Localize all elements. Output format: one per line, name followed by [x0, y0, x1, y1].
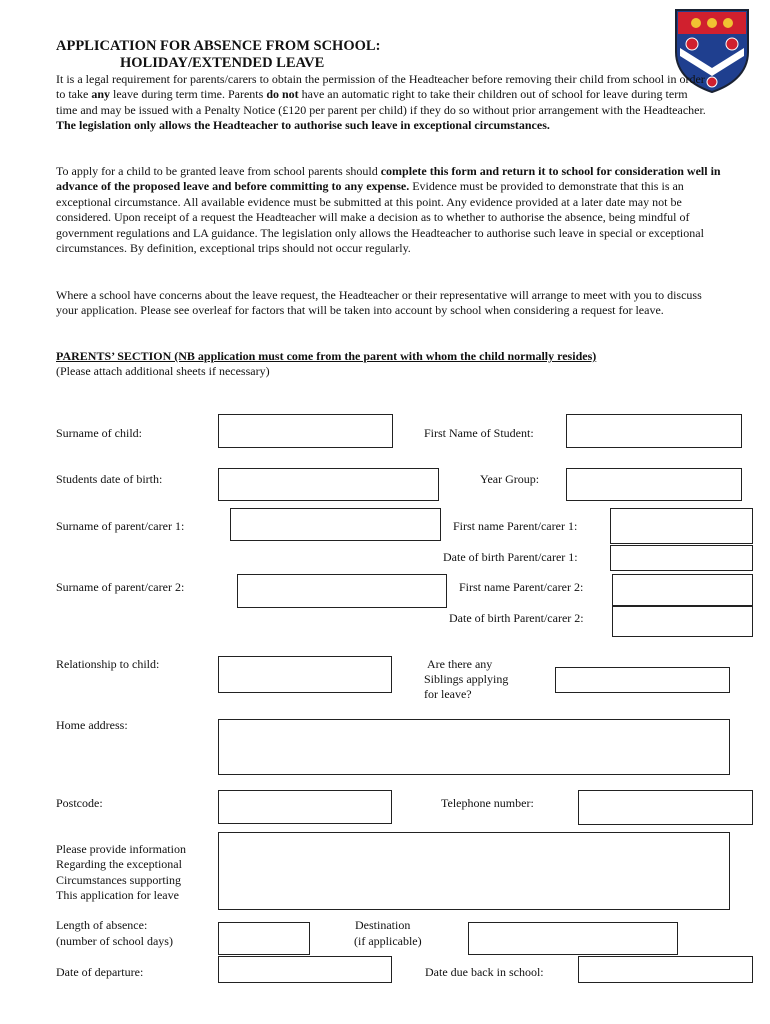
relationship-label: Relationship to child: — [56, 657, 160, 671]
intro-p1-text-e: have an automatic right to take their children out of school for leave during term time and may be issued with a Penalty Notice (£120 per parent per child) if they do so without prior arrangement with the Headteacher. — [56, 87, 706, 117]
section-note: (Please attach additional sheets if necessary) — [56, 364, 270, 378]
siblings-label-line3: for leave? — [424, 687, 472, 701]
form-title-line1: APPLICATION FOR ABSENCE FROM SCHOOL: — [56, 38, 381, 54]
surname-parent2-label: Surname of parent/carer 2: — [56, 580, 185, 594]
first-name-parent1-label: First name Parent/carer 1: — [453, 519, 578, 533]
home-address-label: Home address: — [56, 718, 128, 732]
form-title-line2: HOLIDAY/EXTENDED LEAVE — [120, 55, 325, 71]
intro-p1-legislation: The legislation only allows the Headteacher to authorise such leave in exceptional circumstances. — [56, 118, 550, 133]
intro-p2-text-c: Evidence must be provided to demonstrate that this is an exceptional circumstance. All available evidence must be submitted at this point. Any evidence provided at a later date may not be considered. Upon receipt of a request the Headteacher will make a decision as to whether to authorise the absence, being mindful of government regulations and LA guidance. The legislation only allows the Headteacher to authorise such leave in special or exceptional circumstances. By definition, exceptional trips should not occur regularly. — [56, 179, 704, 256]
postcode-label: Postcode: — [56, 796, 103, 810]
return-date-label: Date due back in school: — [425, 965, 544, 979]
intro-paragraph-2 — [56, 164, 721, 256]
intro-paragraph-1 — [56, 72, 706, 134]
siblings-label-line1: Are there any — [427, 657, 493, 671]
siblings-field[interactable] — [555, 667, 730, 693]
year-group-field[interactable] — [566, 468, 742, 501]
intro-p2-text-a: To apply for a child to be granted leave from school parents should — [56, 164, 381, 178]
intro-p1-do-not: do not — [266, 87, 299, 102]
first-name-parent2-field[interactable] — [612, 574, 753, 606]
surname-parent2-field[interactable] — [237, 574, 447, 608]
length-label-line2: (number of school days) — [56, 934, 173, 948]
length-label-line1: Length of absence: — [56, 918, 148, 932]
return-date-field[interactable] — [578, 956, 753, 983]
exceptional-circumstances-field[interactable] — [218, 832, 730, 910]
departure-date-field[interactable] — [218, 956, 392, 983]
dob-parent1-label: Date of birth Parent/carer 1: — [443, 550, 578, 564]
surname-child-label: Surname of child: — [56, 426, 142, 440]
dob-parent1-field[interactable] — [610, 545, 753, 571]
intro-p1-any: any — [91, 87, 111, 102]
intro-p1-text-c: leave during term time. Parents — [110, 87, 267, 102]
destination-field[interactable] — [468, 922, 678, 955]
destination-label-line2: (if applicable) — [354, 934, 422, 948]
surname-child-field[interactable] — [218, 414, 393, 448]
home-address-field[interactable] — [218, 719, 730, 775]
surname-parent1-label: Surname of parent/carer 1: — [56, 519, 185, 533]
dob-parent2-label: Date of birth Parent/carer 2: — [449, 611, 584, 625]
intro-paragraph-3: Where a school have concerns about the leave request, the Headteacher or their representative will arrange to meet with you to discuss your application. Please see overleaf for factors that will be taken into account by school when considering a request for leave. — [56, 288, 702, 318]
telephone-label: Telephone number: — [441, 796, 534, 810]
surname-parent1-field[interactable] — [230, 508, 441, 541]
year-group-label: Year Group: — [480, 472, 540, 486]
info-label-line4: This application for leave — [56, 888, 179, 902]
parents-section-heading: PARENTS’ SECTION (NB application must come from the parent with whom the child normally resides) — [56, 349, 597, 363]
first-name-student-label: First Name of Student: — [424, 426, 534, 440]
intro-p1-text-a: It is a legal requirement for parents/carers to obtain the permission of the Headteacher before removing their child from school in order to take — [56, 72, 705, 102]
info-label-line2: Regarding the exceptional — [56, 857, 182, 871]
postcode-field[interactable] — [218, 790, 392, 824]
departure-date-label: Date of departure: — [56, 965, 144, 979]
student-dob-label: Students date of birth: — [56, 472, 163, 486]
intro-p2-instruction: complete this form and return it to school for consideration well in advance of the proposed leave and before committing to any expense. — [56, 164, 721, 194]
first-name-student-field[interactable] — [566, 414, 742, 448]
first-name-parent2-label: First name Parent/carer 2: — [459, 580, 584, 594]
student-dob-field[interactable] — [218, 468, 439, 501]
telephone-field[interactable] — [578, 790, 753, 825]
first-name-parent1-field[interactable] — [610, 508, 753, 544]
info-label-line1: Please provide information — [56, 842, 186, 856]
dob-parent2-field[interactable] — [612, 606, 753, 637]
relationship-field[interactable] — [218, 656, 392, 693]
siblings-label-line2: Siblings applying — [424, 672, 509, 686]
info-label-line3: Circumstances supporting — [56, 873, 181, 887]
destination-label-line1: Destination — [355, 918, 411, 932]
length-of-absence-field[interactable] — [218, 922, 310, 955]
